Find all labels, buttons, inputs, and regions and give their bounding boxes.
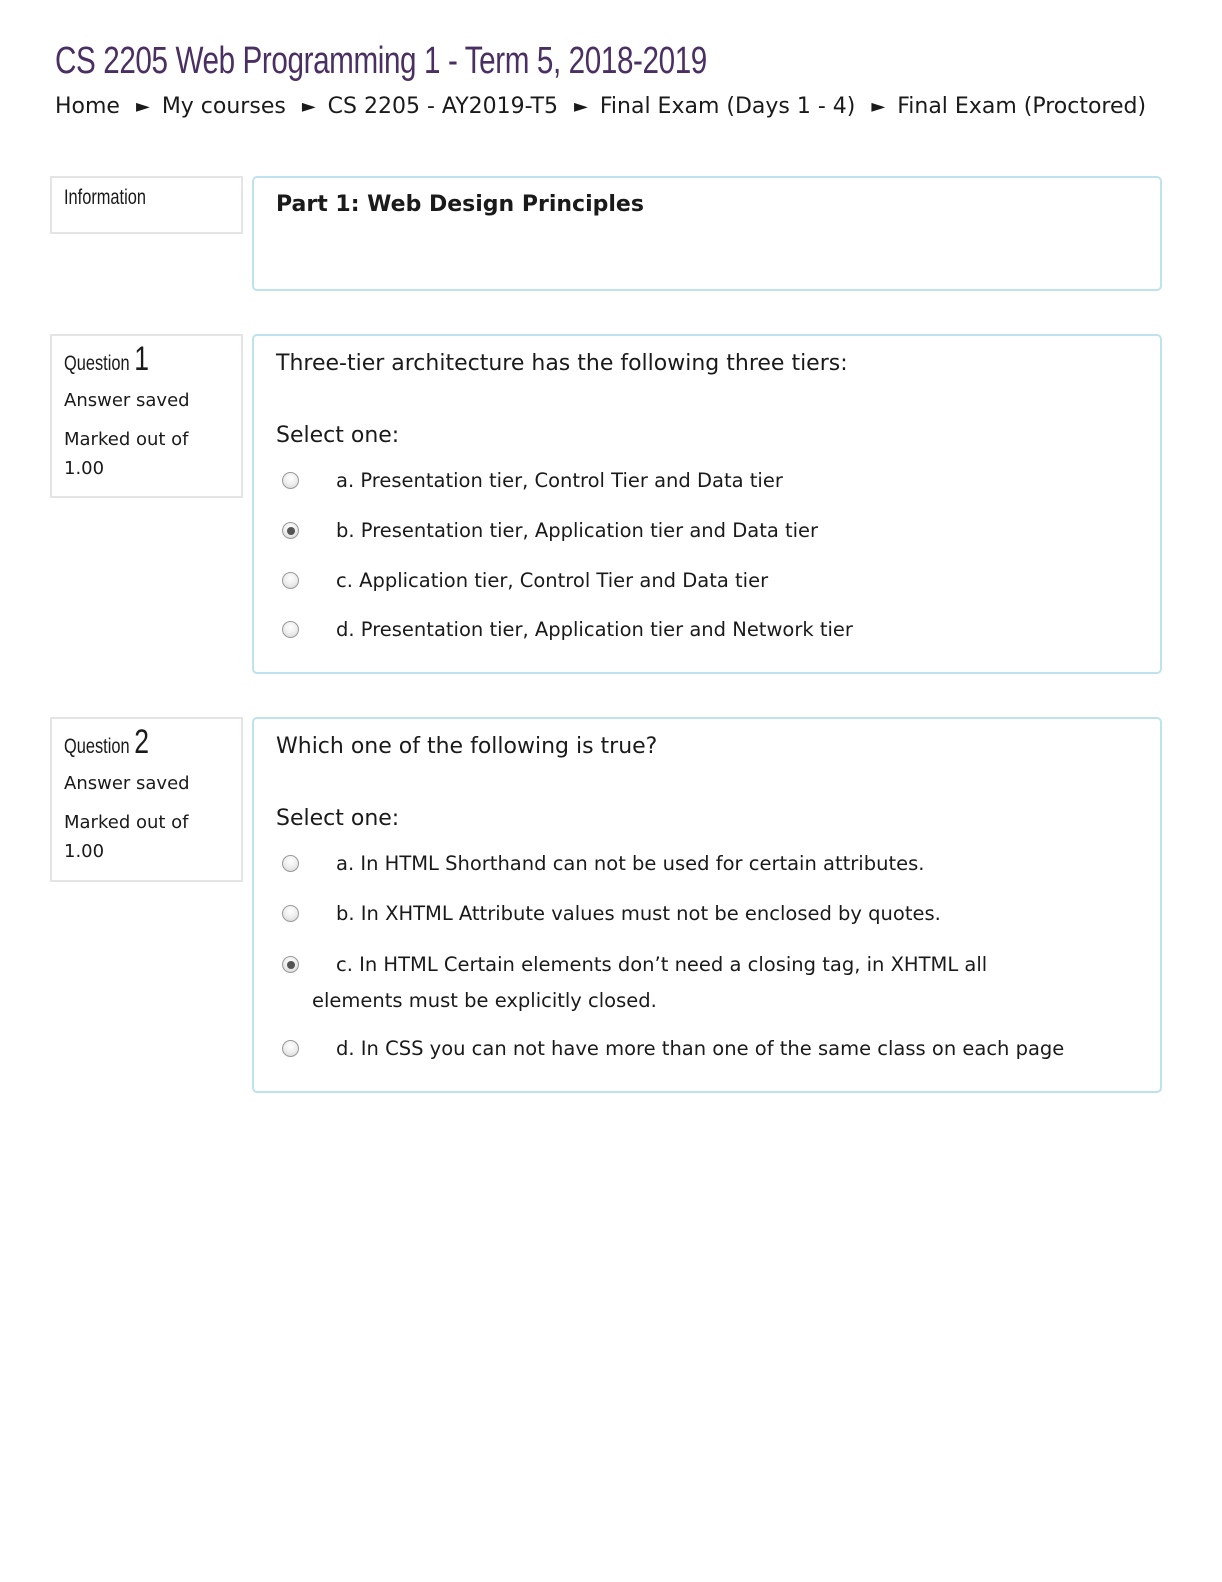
breadcrumb-separator-icon: ► [301,96,316,117]
question-1-content [252,334,1162,674]
question-number: 1 [134,340,150,378]
radio-button[interactable] [282,621,299,638]
question-1-heading [64,340,149,379]
breadcrumb-separator-icon: ► [135,96,150,117]
question-2-heading [64,723,149,762]
page-title: CS 2205 Web Programming 1 - Term 5, 2018-2019 [55,40,707,82]
question-label: Question [64,352,130,375]
radio-button[interactable] [282,572,299,589]
question-1-marks: 1.00 [64,458,105,479]
part-heading: Part 1: Web Design Principles [276,192,644,217]
option-label: d. In CSS you can not have more than one of the same class on each page [336,1037,1065,1060]
question-number: 2 [134,723,150,761]
question-2-content [252,717,1162,1093]
option-label: b. In XHTML Attribute values must not be enclosed by quotes. [336,902,941,925]
information-label: Information [64,186,146,209]
breadcrumb-home[interactable]: Home [55,94,120,119]
question-1-text: Three-tier architecture has the following three tiers: [276,351,848,376]
question-2-option-a[interactable] [282,846,1082,882]
option-label: b. Presentation tier, Application tier and Data tier [336,519,819,542]
question-2-option-b[interactable] [282,896,1082,932]
option-label: a. In HTML Shorthand can not be used for certain attributes. [336,852,925,875]
question-1-info-box [50,334,243,498]
question-2-option-d[interactable] [282,1031,1082,1067]
option-label: d. Presentation tier, Application tier and Network tier [336,618,853,641]
question-2-option-c[interactable] [282,947,1082,1019]
breadcrumb-final-exam-section[interactable]: Final Exam (Days 1 - 4) [599,94,856,119]
question-2-marked-label: Marked out of [64,812,189,833]
option-label: a. Presentation tier, Control Tier and Data tier [336,469,783,492]
information-info-box [50,176,243,234]
radio-button[interactable] [282,1040,299,1057]
information-content [252,176,1162,291]
breadcrumb-separator-icon: ► [871,96,886,117]
option-label: c. Application tier, Control Tier and Data tier [336,569,769,592]
option-label: c. In HTML Certain elements don’t need a closing tag, in XHTML all elements must be explicitly closed. [312,953,988,1012]
radio-button-checked[interactable] [282,522,299,539]
question-2-status: Answer saved [64,773,190,794]
radio-button[interactable] [282,905,299,922]
question-1-option-c[interactable] [282,563,1082,599]
radio-button[interactable] [282,472,299,489]
radio-button[interactable] [282,855,299,872]
question-1-marked-label: Marked out of [64,429,189,450]
question-1-select-label: Select one: [276,423,400,448]
breadcrumb [55,94,1146,119]
breadcrumb-final-exam-quiz[interactable]: Final Exam (Proctored) [897,94,1147,119]
question-2-info-box [50,717,243,882]
question-label: Question [64,735,130,758]
radio-button-checked[interactable] [282,956,299,973]
question-1-option-d[interactable] [282,612,1082,648]
question-2-select-label: Select one: [276,806,400,831]
question-2-text: Which one of the following is true? [276,734,658,759]
question-1-status: Answer saved [64,390,190,411]
breadcrumb-course[interactable]: CS 2205 - AY2019-T5 [327,94,559,119]
breadcrumb-separator-icon: ► [574,96,588,117]
question-1-option-a[interactable] [282,463,1082,499]
breadcrumb-my-courses[interactable]: My courses [161,94,286,119]
question-2-marks: 1.00 [64,841,105,862]
question-1-option-b[interactable] [282,513,1082,549]
